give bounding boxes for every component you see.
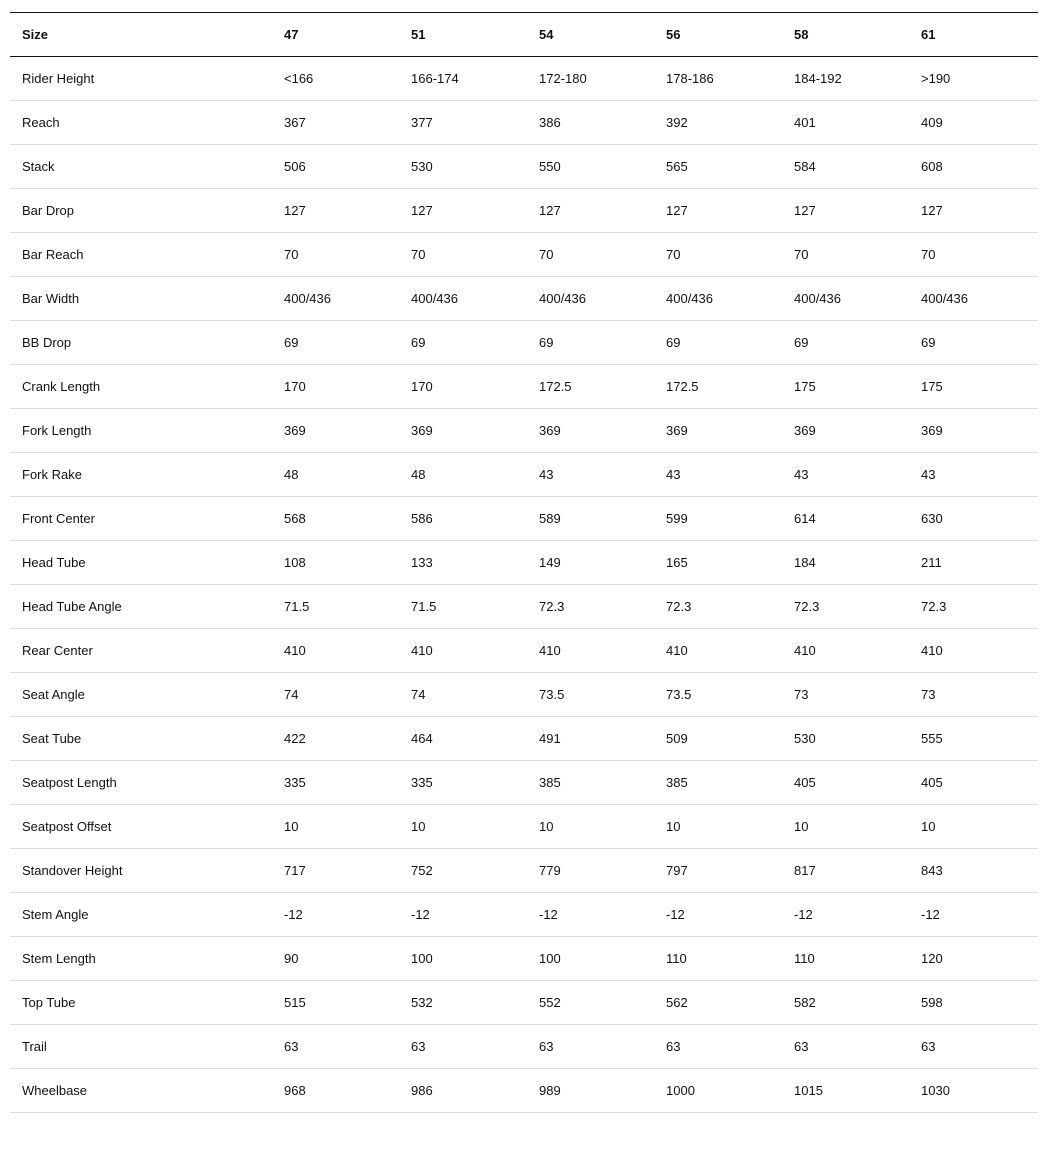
- row-label: Crank Length: [22, 379, 101, 394]
- table-cell: 70: [921, 247, 936, 262]
- table-row: [10, 761, 1038, 805]
- table-cell: 70: [794, 247, 809, 262]
- table-row: [10, 849, 1038, 893]
- row-label: Seat Angle: [22, 687, 85, 702]
- row-label: Stack: [22, 159, 55, 174]
- table-cell: 170: [284, 379, 306, 394]
- table-cell: -12: [284, 907, 303, 922]
- table-cell: 90: [284, 951, 299, 966]
- table-row: [10, 497, 1038, 541]
- table-cell: 400/436: [794, 291, 841, 306]
- table-cell: 369: [411, 423, 433, 438]
- table-cell: 70: [284, 247, 299, 262]
- table-cell: 369: [921, 423, 943, 438]
- table-cell: 717: [284, 863, 306, 878]
- table-row: [10, 893, 1038, 937]
- table-row: [10, 673, 1038, 717]
- table-cell: 69: [666, 335, 681, 350]
- table-cell: 752: [411, 863, 433, 878]
- table-cell: 170: [411, 379, 433, 394]
- table-row: [10, 365, 1038, 409]
- table-cell: 405: [921, 775, 943, 790]
- table-cell: 178-186: [666, 71, 714, 86]
- table-cell: 120: [921, 951, 943, 966]
- size-header-61: 61: [921, 27, 936, 42]
- row-label: Fork Rake: [22, 467, 82, 482]
- size-header-58: 58: [794, 27, 809, 42]
- row-label: Bar Reach: [22, 247, 84, 262]
- table-cell: 63: [539, 1039, 554, 1054]
- table-row: [10, 233, 1038, 277]
- table-row: [10, 1069, 1038, 1113]
- table-cell: 72.3: [921, 599, 947, 614]
- table-cell: 43: [539, 467, 554, 482]
- table-cell: 71.5: [284, 599, 310, 614]
- table-cell: <166: [284, 71, 314, 86]
- table-cell: 63: [284, 1039, 299, 1054]
- row-label: Seatpost Length: [22, 775, 117, 790]
- table-cell: -12: [921, 907, 940, 922]
- table-cell: 74: [411, 687, 426, 702]
- table-row: [10, 717, 1038, 761]
- table-cell: 70: [666, 247, 681, 262]
- size-header-51: 51: [411, 27, 426, 42]
- table-cell: 1015: [794, 1083, 823, 1098]
- table-cell: 530: [794, 731, 816, 746]
- table-row: [10, 101, 1038, 145]
- row-label: Bar Drop: [22, 203, 75, 218]
- table-cell: -12: [411, 907, 430, 922]
- table-cell: 71.5: [411, 599, 437, 614]
- table-cell: 10: [921, 819, 936, 834]
- table-cell: 589: [539, 511, 561, 526]
- row-label: Wheelbase: [22, 1083, 88, 1098]
- table-cell: 1030: [921, 1083, 950, 1098]
- geometry-table-header: [10, 13, 1038, 57]
- table-cell: 509: [666, 731, 688, 746]
- table-cell: 165: [666, 555, 688, 570]
- table-cell: 400/436: [539, 291, 586, 306]
- table-cell: 69: [794, 335, 809, 350]
- row-label: Rider Height: [22, 71, 95, 86]
- table-cell: 386: [539, 115, 561, 130]
- row-label: Fork Length: [22, 423, 92, 438]
- table-cell: 10: [411, 819, 426, 834]
- table-cell: 63: [921, 1039, 936, 1054]
- table-row: [10, 57, 1038, 101]
- table-cell: 608: [921, 159, 943, 174]
- table-cell: 410: [539, 643, 561, 658]
- table-cell: 565: [666, 159, 688, 174]
- table-cell: 63: [794, 1039, 809, 1054]
- table-cell: 10: [666, 819, 681, 834]
- table-cell: 989: [539, 1083, 561, 1098]
- table-row: [10, 453, 1038, 497]
- table-row: [10, 189, 1038, 233]
- table-row: [10, 805, 1038, 849]
- table-cell: 515: [284, 995, 306, 1010]
- table-cell: 405: [794, 775, 816, 790]
- table-cell: 211: [921, 555, 942, 570]
- row-label: Head Tube Angle: [22, 599, 122, 614]
- table-cell: 491: [539, 731, 561, 746]
- size-header-54: 54: [539, 27, 554, 42]
- row-label: Front Center: [22, 511, 95, 526]
- table-cell: 586: [411, 511, 433, 526]
- table-cell: 48: [284, 467, 299, 482]
- table-cell: 369: [284, 423, 306, 438]
- table-cell: 70: [539, 247, 554, 262]
- table-row: [10, 1025, 1038, 1069]
- size-header-47: 47: [284, 27, 299, 42]
- table-cell: -12: [794, 907, 813, 922]
- table-cell: 100: [411, 951, 433, 966]
- table-cell: 385: [539, 775, 561, 790]
- table-cell: 184: [794, 555, 816, 570]
- table-cell: 582: [794, 995, 816, 1010]
- table-cell: 63: [666, 1039, 681, 1054]
- table-cell: 410: [411, 643, 433, 658]
- table-row: [10, 409, 1038, 453]
- table-cell: 63: [411, 1039, 426, 1054]
- table-cell: -12: [539, 907, 558, 922]
- table-cell: 614: [794, 511, 816, 526]
- table-cell: 369: [539, 423, 561, 438]
- table-cell: 797: [666, 863, 688, 878]
- table-cell: 335: [284, 775, 306, 790]
- table-cell: 172.5: [539, 379, 572, 394]
- table-cell: 175: [794, 379, 816, 394]
- table-cell: 70: [411, 247, 426, 262]
- table-cell: 110: [794, 951, 815, 966]
- table-row: [10, 145, 1038, 189]
- table-cell: 108: [284, 555, 306, 570]
- table-cell: 127: [539, 203, 561, 218]
- table-cell: 133: [411, 555, 433, 570]
- table-cell: 184-192: [794, 71, 842, 86]
- table-cell: 400/436: [666, 291, 713, 306]
- table-cell: 400/436: [921, 291, 968, 306]
- table-cell: 410: [921, 643, 943, 658]
- size-header-56: 56: [666, 27, 681, 42]
- table-cell: 127: [666, 203, 688, 218]
- table-cell: 385: [666, 775, 688, 790]
- table-cell: 73: [794, 687, 809, 702]
- table-cell: 72.3: [794, 599, 820, 614]
- table-cell: 110: [666, 951, 687, 966]
- table-cell: 48: [411, 467, 426, 482]
- table-cell: 127: [794, 203, 816, 218]
- table-cell: 127: [921, 203, 943, 218]
- table-row: [10, 321, 1038, 365]
- table-cell: 598: [921, 995, 943, 1010]
- table-cell: 464: [411, 731, 433, 746]
- table-cell: 43: [666, 467, 681, 482]
- table-cell: 562: [666, 995, 688, 1010]
- table-cell: >190: [921, 71, 951, 86]
- row-label: Trail: [22, 1039, 47, 1054]
- table-cell: 410: [666, 643, 688, 658]
- table-cell: 127: [411, 203, 433, 218]
- table-row: [10, 981, 1038, 1025]
- table-cell: 367: [284, 115, 306, 130]
- table-cell: 10: [539, 819, 554, 834]
- table-cell: 410: [284, 643, 306, 658]
- geometry-table-body: [10, 57, 1038, 1113]
- table-cell: 401: [794, 115, 816, 130]
- table-cell: 10: [794, 819, 809, 834]
- table-cell: 377: [411, 115, 433, 130]
- table-cell: 986: [411, 1083, 433, 1098]
- table-cell: 69: [921, 335, 936, 350]
- table-cell: 568: [284, 511, 306, 526]
- table-cell: 69: [539, 335, 554, 350]
- table-cell: 43: [794, 467, 809, 482]
- row-label: Rear Center: [22, 643, 93, 658]
- table-row: [10, 629, 1038, 673]
- table-cell: 10: [284, 819, 299, 834]
- table-cell: 584: [794, 159, 816, 174]
- table-cell: 172-180: [539, 71, 587, 86]
- table-cell: 127: [284, 203, 306, 218]
- table-cell: 410: [794, 643, 816, 658]
- row-label: Stem Angle: [22, 907, 89, 922]
- table-cell: 175: [921, 379, 943, 394]
- row-label: Head Tube: [22, 555, 86, 570]
- table-cell: 73.5: [666, 687, 692, 702]
- row-label: Seatpost Offset: [22, 819, 112, 834]
- row-label: Stem Length: [22, 951, 96, 966]
- row-label: BB Drop: [22, 335, 72, 350]
- table-cell: 968: [284, 1083, 306, 1098]
- table-cell: 409: [921, 115, 943, 130]
- table-cell: 69: [411, 335, 426, 350]
- table-cell: -12: [666, 907, 685, 922]
- table-cell: 100: [539, 951, 561, 966]
- table-row: [10, 937, 1038, 981]
- table-cell: 599: [666, 511, 688, 526]
- table-cell: 555: [921, 731, 943, 746]
- geometry-table: [10, 12, 1038, 1113]
- table-cell: 550: [539, 159, 561, 174]
- table-cell: 400/436: [411, 291, 458, 306]
- row-label: Bar Width: [22, 291, 80, 306]
- row-label: Top Tube: [22, 995, 76, 1010]
- table-cell: 72.3: [539, 599, 565, 614]
- table-cell: 400/436: [284, 291, 331, 306]
- row-label: Reach: [22, 115, 60, 130]
- size-column-header: Size: [22, 27, 49, 42]
- table-cell: 369: [666, 423, 688, 438]
- table-cell: 149: [539, 555, 561, 570]
- row-label: Standover Height: [22, 863, 123, 878]
- table-cell: 532: [411, 995, 433, 1010]
- table-cell: 73: [921, 687, 936, 702]
- table-cell: 43: [921, 467, 936, 482]
- table-row: [10, 541, 1038, 585]
- table-cell: 1000: [666, 1083, 695, 1098]
- table-cell: 779: [539, 863, 561, 878]
- table-cell: 392: [666, 115, 688, 130]
- table-row: [10, 277, 1038, 321]
- table-cell: 817: [794, 863, 816, 878]
- table-cell: 172.5: [666, 379, 699, 394]
- table-cell: 73.5: [539, 687, 565, 702]
- table-cell: 552: [539, 995, 561, 1010]
- table-cell: 166-174: [411, 71, 459, 86]
- table-cell: 369: [794, 423, 816, 438]
- table-cell: 335: [411, 775, 433, 790]
- row-label: Seat Tube: [22, 731, 82, 746]
- table-cell: 69: [284, 335, 299, 350]
- table-cell: 843: [921, 863, 943, 878]
- header-row: [10, 13, 1038, 57]
- table-cell: 630: [921, 511, 943, 526]
- table-cell: 72.3: [666, 599, 692, 614]
- table-row: [10, 585, 1038, 629]
- table-cell: 74: [284, 687, 299, 702]
- table-cell: 530: [411, 159, 433, 174]
- table-cell: 422: [284, 731, 306, 746]
- table-cell: 506: [284, 159, 306, 174]
